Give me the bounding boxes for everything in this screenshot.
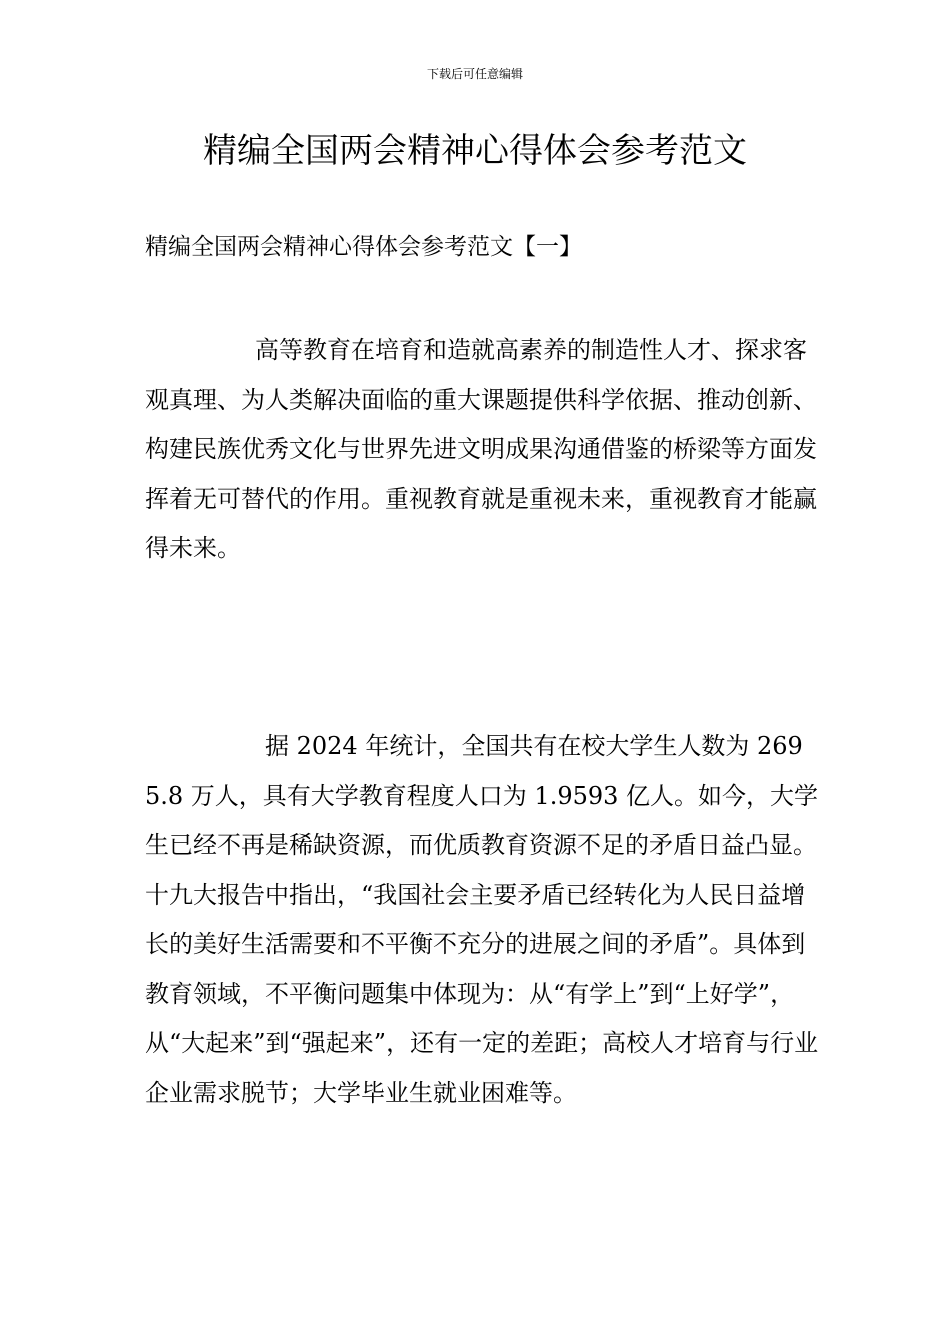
body-paragraph-1: 高等教育在培育和造就高素养的制造性人才、探求客观真理、为人类解决面临的重大课题提供科学依据、推动创新、构建民族优秀文化与世界先进文明成果沟通借鉴的桥梁等方面发挥着无可替代的作用。重视教育就是重视未来，重视教育才能赢得未来。 [145,336,817,562]
document-title: 精编全国两会精神心得体会参考范文 [203,131,747,171]
section-heading: 精编全国两会精神心得体会参考范文【一】 [145,234,582,260]
header-note: 下载后可任意编辑 [426,67,523,81]
body-paragraph-2: 据 2024 年统计，全国共有在校大学生人数为 2695.8 万人，具有大学教育程度人口为 1.9593 亿人。如今，大学生已经不再是稀缺资源，而优质教育资源不足的矛盾日益凸显。十九大报告中指出，“我国社会主要矛盾已经转化为人民日益增长的美好生活需要和不平衡不充分的进展之间的矛盾”。具体到教育领域，不平衡问题集中体现为：从“有学上”到“上好学”，从“大起来”到“强起来”，还有一定的差距；高校人才培育与行业企业需求脱节；大学毕业生就业困难等。 [145,732,819,1107]
